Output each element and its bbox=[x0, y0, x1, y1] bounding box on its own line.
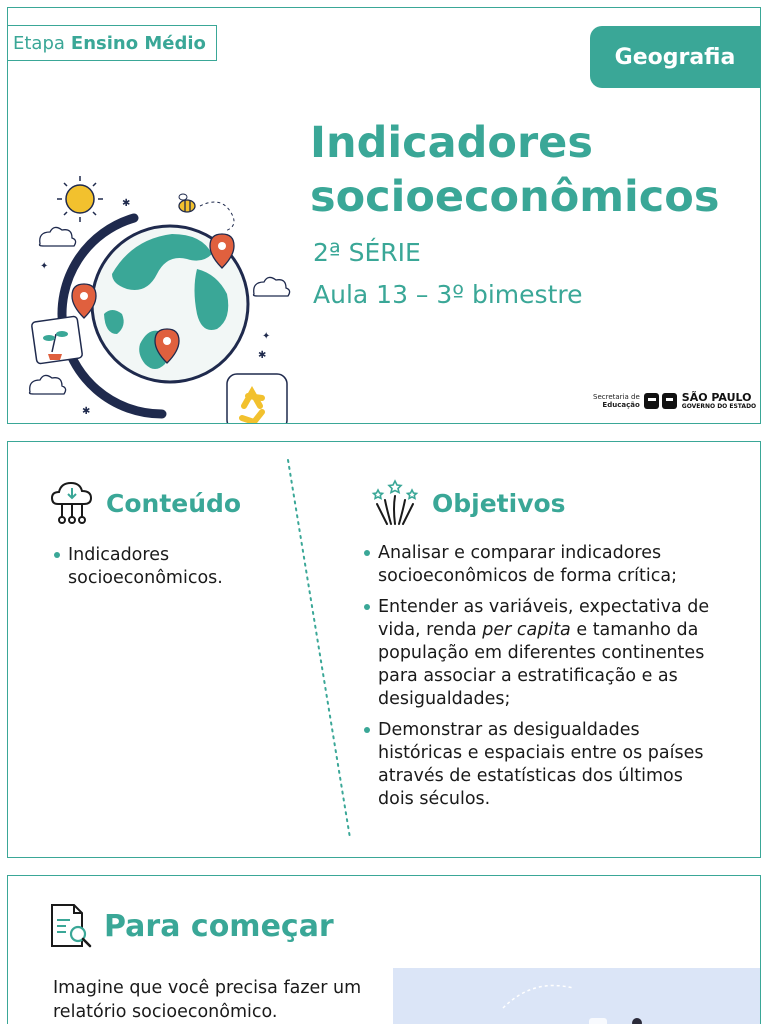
logo-sao-paulo: SÃO PAULO bbox=[681, 391, 752, 404]
svg-text:✱: ✱ bbox=[82, 406, 91, 417]
lesson-title: Indicadores socioeconômicos bbox=[310, 118, 720, 222]
etapa-value: Ensino Médio bbox=[70, 32, 206, 54]
conteudo-title: Conteúdo bbox=[106, 488, 242, 518]
illustration-image bbox=[393, 968, 761, 1024]
cover-slide bbox=[7, 7, 761, 424]
list-item: Entender as variáveis, expectativa de vida, renda per capita e tamanho da população em diferentes continentes para associar a estratificação e as desigualdades; bbox=[364, 596, 724, 711]
sp-logo-icon bbox=[644, 392, 678, 410]
svg-text:✱: ✱ bbox=[122, 198, 131, 209]
grade-label: 2ª SÉRIE bbox=[313, 238, 421, 267]
objetivos-heading bbox=[370, 478, 566, 528]
logo-governo: GOVERNO DO ESTADO bbox=[681, 403, 757, 410]
para-comecar-text: Imagine que você precisa fazer um relatório socioeconômico. bbox=[53, 978, 362, 1022]
para-comecar-heading bbox=[48, 902, 334, 950]
fireworks-icon bbox=[370, 478, 420, 528]
subject-tag: Geografia bbox=[590, 26, 761, 88]
conteudo-heading bbox=[50, 480, 241, 526]
objetivos-title: Objetivos bbox=[432, 488, 566, 518]
list-item: Demonstrar as desigualdades históricas e espaciais entre os países através de estatísticas dos últimos dois séculos. bbox=[364, 719, 724, 811]
svg-text:✦: ✦ bbox=[40, 261, 49, 272]
svg-text:✱: ✱ bbox=[258, 350, 267, 361]
sun-icon bbox=[57, 176, 103, 222]
list-item: Analisar e comparar indicadores socioeconômicos de forma crítica; bbox=[364, 542, 724, 588]
logo-educacao: Educação bbox=[602, 401, 640, 409]
list-item: Indicadores socioeconômicos. bbox=[54, 544, 264, 590]
logo-secretaria: Secretaria de bbox=[593, 393, 640, 401]
objetivos-list bbox=[364, 542, 724, 819]
plant-card-icon bbox=[31, 316, 82, 364]
bee-icon bbox=[179, 194, 195, 212]
svg-text:✦: ✦ bbox=[262, 331, 271, 342]
globe-illustration bbox=[22, 174, 302, 424]
government-logo bbox=[593, 392, 756, 410]
content-objectives-slide bbox=[7, 441, 761, 858]
para-comecar-title: Para começar bbox=[104, 908, 334, 944]
cloud-network-icon bbox=[50, 480, 94, 526]
conteudo-list bbox=[54, 544, 264, 598]
document-search-icon bbox=[48, 902, 94, 950]
etapa-badge bbox=[7, 25, 217, 61]
para-comecar-slide bbox=[7, 875, 761, 1024]
lesson-number: Aula 13 – 3º bimestre bbox=[313, 280, 583, 309]
illustration-decor bbox=[393, 968, 761, 1024]
etapa-label: Etapa bbox=[13, 32, 65, 54]
recycle-icon bbox=[227, 374, 287, 424]
